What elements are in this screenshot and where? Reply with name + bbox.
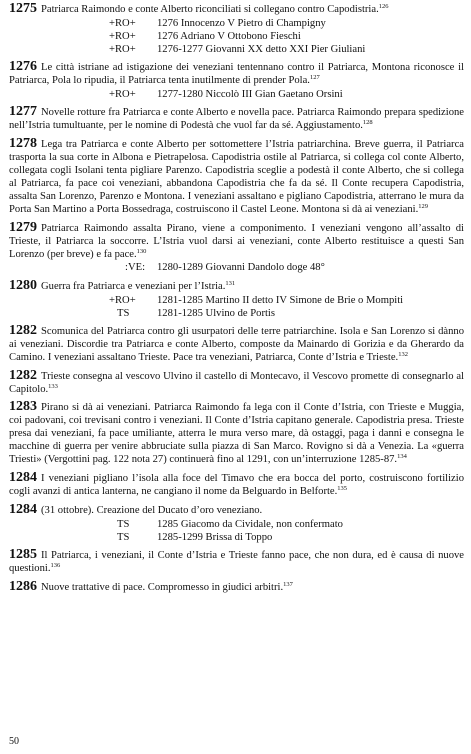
footnote-ref: 135 (337, 484, 348, 492)
entry-paragraph (9, 219, 464, 262)
footnote-ref: 132 (398, 350, 408, 358)
entry-paragraph (9, 367, 464, 397)
entry-year: 1284 (9, 501, 37, 517)
chronology-entry (9, 138, 464, 216)
footnote-ref: 127 (309, 74, 320, 82)
succession-line (9, 30, 464, 43)
chronology-entry (9, 3, 464, 56)
entry-paragraph (9, 469, 464, 499)
succession-text: 1285 Giacomo da Cividale, non confermato (157, 518, 343, 530)
footnote-ref: 129 (418, 202, 428, 210)
footnote-ref: 128 (362, 119, 373, 127)
chronology-entry (9, 469, 464, 499)
entry-paragraph (9, 549, 464, 576)
succession-text: 1281-1285 Martino II detto IV Simone de Brie o Mompiti (157, 294, 404, 306)
succession-text: 1280-1289 Giovanni Dandolo doge 48° (157, 262, 325, 274)
entry-year: 1279 (9, 219, 37, 235)
entry-year: 1278 (9, 136, 37, 152)
succession-line (9, 294, 464, 307)
entry-year: 1275 (9, 1, 37, 16)
footnote-ref: 130 (136, 247, 147, 255)
entry-year: 1276 (9, 59, 37, 75)
chronology-entry (9, 277, 464, 320)
succession-text: 1276-1277 Giovanni XX detto XXI Pier Giuliani (157, 44, 366, 56)
footnote-ref: 134 (397, 453, 407, 461)
footnote-ref: 136 (50, 561, 61, 569)
chronology-entry (9, 219, 464, 275)
succession-line (9, 261, 464, 274)
entry-paragraph (9, 106, 464, 133)
succession-text: 1276 Innocenzo V Pietro di Champigny (157, 17, 326, 29)
entry-year: 1284 (9, 469, 37, 485)
succession-line (9, 43, 464, 56)
chronology-entry (9, 578, 464, 595)
succession-tag: +RO+ (109, 294, 136, 306)
succession-tag: :VE: (125, 262, 146, 274)
chronology-entry (9, 549, 464, 576)
entry-paragraph (9, 138, 464, 216)
succession-line (9, 88, 464, 101)
entry-year: 1280 (9, 277, 37, 293)
succession-line (9, 518, 464, 531)
entry-text: Novelle rotture fra Patriarca e conte Alberto e novella pace. Patriarca Raimondo prepara spedizione nell’Istria tumultuante, per le nomine di Podestà che vuol far da sé. Aggiustamento. (9, 107, 464, 132)
footnote-ref: 126 (378, 3, 389, 10)
succession-tag: +RO+ (109, 31, 136, 43)
entry-paragraph (9, 277, 464, 294)
entry-year: 1286 (9, 578, 37, 594)
entry-paragraph (9, 3, 464, 17)
entry-text: Scomunica del Patriarca contro gli usurpatori delle terre patriarchine. Isola e San Lorenzo si dànno ai veneziani. Discordie tra Patriarca e conte Alberto, composte da Mainardo di Gorizia e da Gherardo da Camino. I veneziani assaltano Trieste. Pace tra veneziani, Patriarca, Conte d’Istria e Trieste. (9, 325, 464, 363)
succession-line (9, 17, 464, 30)
footnote-ref: 137 (283, 580, 293, 588)
entry-year: 1285 (9, 547, 37, 563)
footnote-ref: 133 (48, 382, 58, 390)
entry-text: Il Patriarca, i veneziani, il Conte d’Istria e Trieste fanno pace, che non dura, ed è causa di nuove questioni. (9, 550, 464, 574)
entry-text: Patriarca Raimondo assalta Pirano, viene a componimento. I veneziani vengono all’assalto di Trieste, il Patriarca la soccorre. L’Istria vuol darsi ai veneziani, conte Alberto restituisce a questi San Lorenzo (per breve) e fa pace. (9, 222, 464, 260)
succession-text: 1281-1285 Ulvino de Portis (157, 307, 276, 319)
chronology-entry (9, 501, 464, 544)
chronology-entry (9, 367, 464, 397)
succession-line (9, 531, 464, 544)
entry-year: 1282 (9, 322, 37, 338)
entry-year: 1277 (9, 104, 37, 120)
succession-tag: TS (117, 307, 130, 319)
entry-text: I veneziani pigliano l’isola alla foce del Timavo che era bocca del porto, costruiscono fortilizio cogli avanzi di antica lanterna, ne cangiano il nome da Belguardo in Belforte. (9, 472, 464, 497)
chronology-entry (9, 61, 464, 101)
entry-text: Guerra fra Patriarca e veneziani per l’Istria. (41, 280, 226, 292)
entry-year: 1283 (9, 399, 37, 415)
succession-text: 1276 Adriano V Ottobono Fieschi (157, 31, 301, 43)
entry-paragraph (9, 501, 464, 518)
entry-text: Nuove trattative di pace. Compromesso in giudici arbitri. (41, 581, 284, 593)
chronology-entry (9, 322, 464, 365)
succession-tag: +RO+ (109, 44, 136, 56)
entry-paragraph (9, 322, 464, 365)
succession-tag: +RO+ (109, 17, 136, 29)
page-number: 50 (9, 736, 19, 747)
entry-text: Le città istriane ad istigazione dei veneziani tentennano contro il Patriarca, Montona riconosce il Patriarca, Pola lo ripudia, il Patriarca tenta inutilmente di prender Pola. (9, 62, 464, 87)
entry-text: Lega tra Patriarca e conte Alberto per sottomettere l’Istria patriarchina. Breve guerra, il Patriarca trasporta la sua corte in Albona e Pietrapelosa. Capodistria ostile al Patriarca, si collega col conte Alberto, collegata cogli Isolani tenta pigliare Parenzo. Capodistria sceglie a podestà il conte Alberto, che si collega al Patriarca, fa pace coi veneziani, abbandona Capodistria che fa da sé. Il Conte recupera Capodistria, assalta San Lorenzo, Parenzo e Montona. I veneziani assaltano e pigliano Capodistria, atterrano le mura da Porta San Martino a Porta Bossedraga, costruiscono il Castel Leone. Montona si dà ai veneziani. (9, 139, 464, 215)
succession-line (9, 307, 464, 320)
entry-year: 1282 (9, 367, 37, 383)
succession-tag: TS (117, 518, 130, 530)
entry-paragraph (9, 578, 464, 595)
entry-text: (31 ottobre). Creazione del Ducato d’oro veneziano. (41, 504, 263, 516)
succession-tag: TS (117, 531, 130, 543)
succession-text: 1285-1299 Brissa di Toppo (157, 531, 273, 543)
entry-text: Pirano si dà ai veneziani. Patriarca Raimondo fa lega con il Conte d’Istria, con Trieste e Muggia, coi padovani, coi trevisani contro i veneziani. Il Conte d’Istria capitano generale. Capodistria presa. Trieste presa dai veneziani, fa pace umiliante, atterra le mura verso mare, dà ostaggi, paga i danni e consegna le macchine di guerra per venire abbruciate sulla piazza di San Marco. Rovigno si dà a Venezia. La «guerra Triesti» (Vergottini pag. 122 nota 27) continuerà fino al 1291, con un’interruzione 1285-87. (9, 402, 464, 466)
entry-text: Trieste consegna al vescovo Ulvino il castello di Montecavo, il Vescovo promette di consegnarlo al Capitolo. (9, 370, 464, 395)
chronology-entries (9, 3, 464, 600)
chronology-entry (9, 401, 464, 467)
entry-paragraph (9, 401, 464, 467)
succession-text: 1277-1280 Niccolò III Gian Gaetano Orsini (157, 89, 343, 101)
chronology-entry (9, 106, 464, 133)
entry-paragraph (9, 61, 464, 88)
entry-text: Patriarca Raimondo e conte Alberto riconciliati si collegano contro Capodistria. (41, 4, 379, 15)
footnote-ref: 131 (225, 279, 236, 287)
succession-tag: +RO+ (109, 89, 136, 101)
